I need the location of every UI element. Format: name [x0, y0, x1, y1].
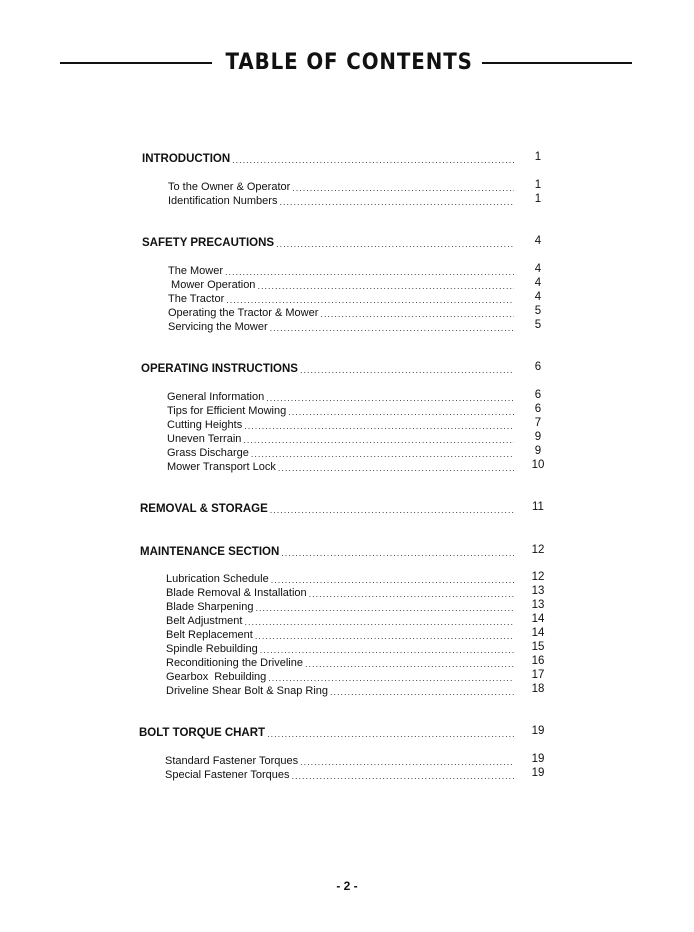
toc-item[interactable]	[168, 262, 514, 277]
toc-item-label: Blade Sharpening	[166, 601, 254, 613]
toc-item[interactable]	[166, 654, 514, 669]
toc-item-page-number: 14	[531, 613, 545, 625]
toc-section-1-page-number: 1	[534, 151, 542, 163]
toc-item-label: Servicing the Mower	[168, 321, 268, 333]
toc-section-6[interactable]	[139, 724, 514, 739]
toc-item[interactable]	[167, 430, 514, 445]
toc-item-label: General Information	[167, 391, 265, 403]
toc-item[interactable]	[166, 584, 514, 599]
toc-section-2[interactable]	[142, 234, 514, 249]
toc-section-6-dot-leader	[267, 729, 514, 739]
toc-section-2-page-number: 4	[534, 235, 542, 247]
toc-item-label: Lubrication Schedule	[166, 573, 269, 585]
toc-item-page-number: 16	[531, 655, 545, 667]
toc-section-2-label: SAFETY PRECAUTIONS	[142, 237, 275, 249]
toc-item-label: Driveline Shear Bolt & Snap Ring	[166, 685, 329, 697]
toc-item-label: Reconditioning the Driveline	[166, 657, 303, 669]
toc-item-label: To the Owner & Operator	[168, 181, 291, 193]
toc-section-4-label: REMOVAL & STORAGE	[140, 503, 268, 515]
toc-item-label: Mower Operation	[168, 279, 256, 291]
toc-item-label: Operating the Tractor & Mower	[168, 307, 319, 319]
toc-section-4-page-number: 11	[532, 501, 544, 513]
page-title: TABLE OF CONTENTS	[225, 50, 473, 75]
toc-item-page-number: 1	[534, 193, 542, 205]
toc-item[interactable]	[165, 752, 514, 767]
toc-item-page-number: 5	[534, 319, 542, 331]
toc-section-1-dot-leader	[232, 155, 514, 165]
toc-item-label: Gearbox Rebuilding	[166, 671, 267, 683]
toc-item[interactable]	[166, 682, 514, 697]
toc-item-label: Blade Removal & Installation	[166, 587, 307, 599]
toc-section-6-page-number: 19	[531, 725, 545, 737]
toc-section-4[interactable]	[140, 500, 514, 515]
toc-item[interactable]	[167, 416, 514, 431]
toc-item-label: Spindle Rebuilding	[166, 643, 258, 655]
toc-section-1-label: INTRODUCTION	[142, 153, 231, 165]
toc-item-label: Mower Transport Lock	[167, 461, 276, 473]
toc-item-dot-leader	[330, 687, 514, 697]
toc-section-4-dot-leader	[270, 505, 514, 515]
toc-item-page-number: 4	[534, 263, 542, 275]
toc-item-dot-leader	[279, 197, 514, 207]
toc-item-page-number: 9	[534, 431, 542, 443]
toc-item-label: Identification Numbers	[168, 195, 278, 207]
toc-item-page-number: 9	[534, 445, 542, 457]
toc-section-1[interactable]	[142, 150, 514, 165]
toc-section-6-label: BOLT TORQUE CHART	[139, 727, 266, 739]
toc-item-label: Grass Discharge	[167, 447, 249, 459]
toc-item-page-number: 12	[531, 571, 545, 583]
toc-item[interactable]	[167, 458, 514, 473]
toc-section-3[interactable]	[141, 360, 514, 375]
toc-item-page-number: 4	[534, 291, 542, 303]
toc-section-3-page-number: 6	[534, 361, 542, 373]
toc-item-page-number: 7	[534, 417, 542, 429]
toc-item[interactable]	[167, 402, 514, 417]
toc-item-label: Special Fastener Torques	[165, 769, 290, 781]
toc-item-label: The Mower	[168, 265, 224, 277]
toc-section-5[interactable]	[140, 543, 514, 558]
toc-item[interactable]	[168, 290, 514, 305]
toc-item-page-number: 14	[531, 627, 545, 639]
toc-item-page-number: 18	[531, 683, 545, 695]
toc-item-page-number: 13	[531, 585, 545, 597]
toc-item[interactable]	[168, 318, 514, 333]
toc-item-page-number: 19	[531, 767, 545, 779]
toc-item[interactable]	[168, 276, 514, 291]
toc-section-3-dot-leader	[300, 365, 514, 375]
toc-item-page-number: 15	[531, 641, 545, 653]
toc-section-3-label: OPERATING INSTRUCTIONS	[141, 363, 298, 375]
toc-item-dot-leader	[292, 771, 514, 781]
toc-item[interactable]	[166, 668, 514, 683]
toc-item[interactable]	[168, 304, 514, 319]
toc-item-page-number: 1	[534, 179, 542, 191]
toc-item[interactable]	[166, 612, 514, 627]
toc-item[interactable]	[168, 192, 514, 207]
toc-item-page-number: 13	[531, 599, 545, 611]
toc-item-page-number: 6	[534, 389, 542, 401]
toc-item-label: Tips for Efficient Mowing	[167, 405, 287, 417]
toc-item-label: Uneven Terrain	[167, 433, 242, 445]
toc-item-page-number: 19	[531, 753, 545, 765]
toc-item-label: Belt Adjustment	[166, 615, 243, 627]
toc-item-page-number: 5	[534, 305, 542, 317]
toc-section-5-label: MAINTENANCE SECTION	[140, 546, 280, 558]
toc-item[interactable]	[165, 766, 514, 781]
toc-item-label: Cutting Heights	[167, 419, 243, 431]
toc-section-5-page-number: 12	[531, 544, 545, 556]
page-number-footer: - 2 -	[336, 879, 358, 893]
toc-item-label: Belt Replacement	[166, 629, 253, 641]
toc-section-5-dot-leader	[281, 548, 514, 558]
toc-item-label: Standard Fastener Torques	[165, 755, 299, 767]
toc-item[interactable]	[168, 178, 514, 193]
toc-section-2-dot-leader	[276, 239, 514, 249]
toc-item[interactable]	[166, 570, 514, 585]
toc-item-dot-leader	[270, 323, 514, 333]
toc-item[interactable]	[166, 640, 514, 655]
toc-item[interactable]	[166, 626, 514, 641]
toc-item-page-number: 6	[534, 403, 542, 415]
toc-item-dot-leader	[278, 463, 514, 473]
toc-item-page-number: 4	[534, 277, 542, 289]
toc-item[interactable]	[167, 444, 514, 459]
toc-item[interactable]	[166, 598, 514, 613]
toc-item-page-number: 17	[531, 669, 545, 681]
toc-item-page-number: 10	[531, 459, 545, 471]
toc-item[interactable]	[167, 388, 514, 403]
toc-item-label: The Tractor	[168, 293, 225, 305]
